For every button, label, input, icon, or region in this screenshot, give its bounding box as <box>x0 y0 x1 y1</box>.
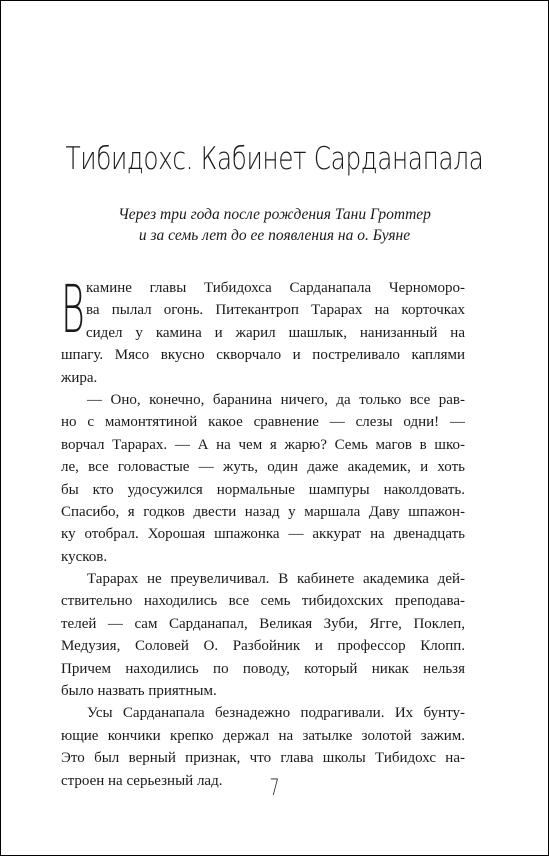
text-line: — Оно, конечно, баранина ничего, да только все рав- <box>87 391 465 408</box>
text-line: ющие кончики крепко держал на затылке золотой зажим. <box>61 727 465 744</box>
text-line: ворчал Тарарах. — А на чем я жарю? Семь магов в шко- <box>61 436 465 453</box>
text-line: ва пылал огонь. Питекантроп Тарарах на корточках <box>86 302 465 319</box>
text-line: ку отобрал. Хорошая шпажонка — аккурат на двенадцать <box>61 526 465 543</box>
text-line: сидел у камина и жарил шашлык, нанизанный на <box>86 324 465 341</box>
text-line: Тарарах не преувеличивал. В кабинете академика дей- <box>87 571 465 588</box>
epigraph-line: Через три года после рождения Тани Гроттер <box>118 206 431 223</box>
text-line: но с мамонтятиной какое сравнение — слезы одни! — <box>61 414 465 431</box>
text-line: кусков. <box>61 548 108 565</box>
text-line: шпагу. Мясо вкусно скворчало и постреливало каплями <box>61 347 465 364</box>
text-line: Медузия, Соловей О. Разбойник и профессор Клопп. <box>61 638 465 655</box>
text-line: Усы Сарданапала безнадежно подрагивали. Их бунту- <box>87 705 465 722</box>
text-line: Это был верный признак, что глава школы Тибидохс на- <box>61 750 465 767</box>
chapter-title: Тибидохс. Кабинет Сарданапала <box>65 141 484 177</box>
text-line: ле, все головастые — жуть, один даже академик, и хоть <box>61 459 465 476</box>
text-line: было назвать приятным. <box>61 683 217 700</box>
text-line: телей — сам Сарданапал, Великая Зуби, Ягге, Поклеп, <box>61 615 465 632</box>
text-line: жира. <box>61 369 98 386</box>
drop-cap: В <box>61 271 85 348</box>
epigraph <box>1 204 548 246</box>
text-line: бы кто удосужился нормальные шампуры наколдовать. <box>61 481 465 498</box>
text-line: камине главы Тибидохса Сарданапала Черноморо- <box>86 280 465 296</box>
text-line: Причем находились по поводу, который никак нельзя <box>61 660 465 677</box>
text-line: строен на серьезный лад. <box>61 772 223 789</box>
page-number: 7 <box>269 776 280 801</box>
body-text <box>61 271 465 792</box>
text-line: ствительно находились все семь тибидохских преподава- <box>61 593 465 610</box>
text-line: Спасибо, я годков двести назад у маршала Даву шпажон- <box>61 503 465 520</box>
epigraph-line: и за семь лет до ее появления на о. Буяне <box>138 227 411 244</box>
